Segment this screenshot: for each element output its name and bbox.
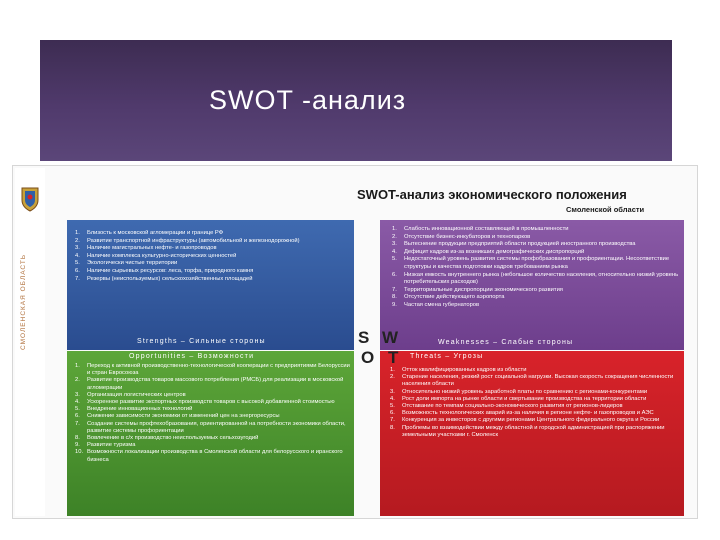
- list-item: 3. Относительно низкий уровень заработной платы по сравнению с регионами-конкурентами: [390, 388, 648, 395]
- letter-o: O: [361, 348, 375, 367]
- strengths-label: Strengths – Сильные стороны: [137, 338, 266, 345]
- list-item: 2. Старение населения, резкий рост социальной нагрузки. Высокая скорость сокращения численности населения области: [390, 374, 674, 388]
- letter-w: W: [382, 328, 399, 347]
- list-item: 3. Организация логистических центров: [75, 391, 186, 398]
- list-item: 4. Дефицит кадров из-за возникших демографических диспропорций: [392, 248, 585, 255]
- list-item: 5. Недостаточный уровень развития системы профобразования и профориентации. Несоответствие структуры и качества подготовки кадров требованиям рынка: [392, 256, 670, 270]
- list-item: 2. Развитие производства товаров массового потребления (РМСБ) для реализации в московской агломерации: [75, 377, 344, 391]
- list-item: 2. Развитие транспортной инфраструктуры (автомобильной и железнодорожной): [75, 237, 300, 244]
- list-item: 6. Наличие сырьевых ресурсов: леса, торфа, природного камня: [75, 267, 254, 274]
- letter-s: S: [358, 328, 370, 347]
- list-item: 4. Рост доли импорта на рынке области и свертывание производства на территории области: [390, 395, 647, 402]
- list-item: 3. Наличие магистральных нефте- и газопроводов: [75, 245, 217, 252]
- list-item: 9. Частая смена губернаторов: [392, 301, 480, 308]
- weaknesses-quadrant: [380, 220, 684, 350]
- threats-label: Threats – Угрозы: [410, 353, 484, 360]
- list-item: 7. Резервы (неиспользуемых) сельскохозяйственных площадей: [75, 275, 253, 282]
- threats-list: [390, 367, 680, 439]
- letter-t: T: [388, 348, 399, 367]
- slide-title: SWOT -анализ: [209, 85, 407, 115]
- list-item: 6. Возможность технологических аварий из-за наличия в регионе нефте- и газопроводов и АЭС: [390, 410, 654, 417]
- threats-quadrant: [380, 351, 684, 516]
- list-item: 7. Территориальные диспропорции экономического развития: [392, 286, 563, 293]
- strengths-list: [75, 230, 345, 283]
- list-item: 5. Экологически чистые территории: [75, 260, 178, 267]
- strengths-quadrant: [67, 220, 354, 350]
- list-item: 1. Близость к московской агломерации и границе РФ: [75, 230, 224, 236]
- list-item: 10. Возможности локализации производства в Смоленской области для белорусского и иранского бизнеса: [75, 449, 343, 463]
- opportunities-list: [75, 363, 351, 464]
- opportunities-quadrant: [67, 351, 354, 516]
- list-item: 9. Развитие туризма: [75, 442, 136, 449]
- coat-of-arms-icon: [19, 186, 41, 212]
- list-item: 7. Конкуренция за инвесторов с другими регионами Центрального федерального округа и России: [390, 417, 660, 424]
- list-item: 8. Проблемы во взаимодействии между областной и городской администрацией при распоряжении земельными участками г. Смоленск: [390, 424, 665, 438]
- list-item: 6. Низкая емкость внутреннего рынка (небольшое количество населения, относительно низкий уровень потребительских расходов): [392, 271, 679, 286]
- list-item: 5. Отставание по темпам социально-экономического развития от регионов-лидеров: [390, 403, 623, 410]
- list-item: 5. Внедрение инновационных технологий: [75, 406, 193, 413]
- list-item: 3. Вытеснение продукции предприятий области продукцией иностранного производства: [392, 241, 636, 248]
- list-item: 6. Снижение зависимости экономики от изменений цен на энергоресурсы: [75, 413, 280, 420]
- list-item: 1. Слабость инновационной составляющей в промышленности: [392, 226, 569, 232]
- list-item: 4. Ускоренное развитие экспортных производств товаров с высокой добавленной стоимостью: [75, 399, 335, 406]
- weaknesses-label: Weaknesses – Слабые стороны: [438, 339, 574, 346]
- list-item: 2. Отсутствие бизнес-инкубаторов и технопарков: [392, 233, 531, 240]
- opportunities-label: Opportunities – Возможности: [129, 353, 255, 360]
- list-item: 1. Отток квалифицированных кадров из области: [390, 367, 527, 373]
- weaknesses-list: [392, 226, 680, 310]
- list-item: 4. Наличие комплекса культурно-исторических ценностей: [75, 252, 237, 259]
- list-item: 7. Создание системы профтехобразования, ориентированной на потребности экономики области, развитие системы профориентации: [75, 420, 346, 434]
- list-item: 8. Вовлечение в с/х производство неиспользуемых сельхозугодий: [75, 435, 259, 442]
- swot-title: SWOT-анализ экономического положения: [357, 187, 627, 202]
- list-item: 8. Отсутствие действующего аэропорта: [392, 294, 505, 301]
- sidebar-vertical-text: СМОЛЕНСКАЯ ОБЛАСТЬ: [20, 253, 27, 350]
- list-item: 1. Переход к активной производственно-технологической кооперации с предприятиями Белоруссии и стран Евросоюза: [75, 363, 350, 377]
- swot-subtitle: Смоленской области: [566, 205, 645, 214]
